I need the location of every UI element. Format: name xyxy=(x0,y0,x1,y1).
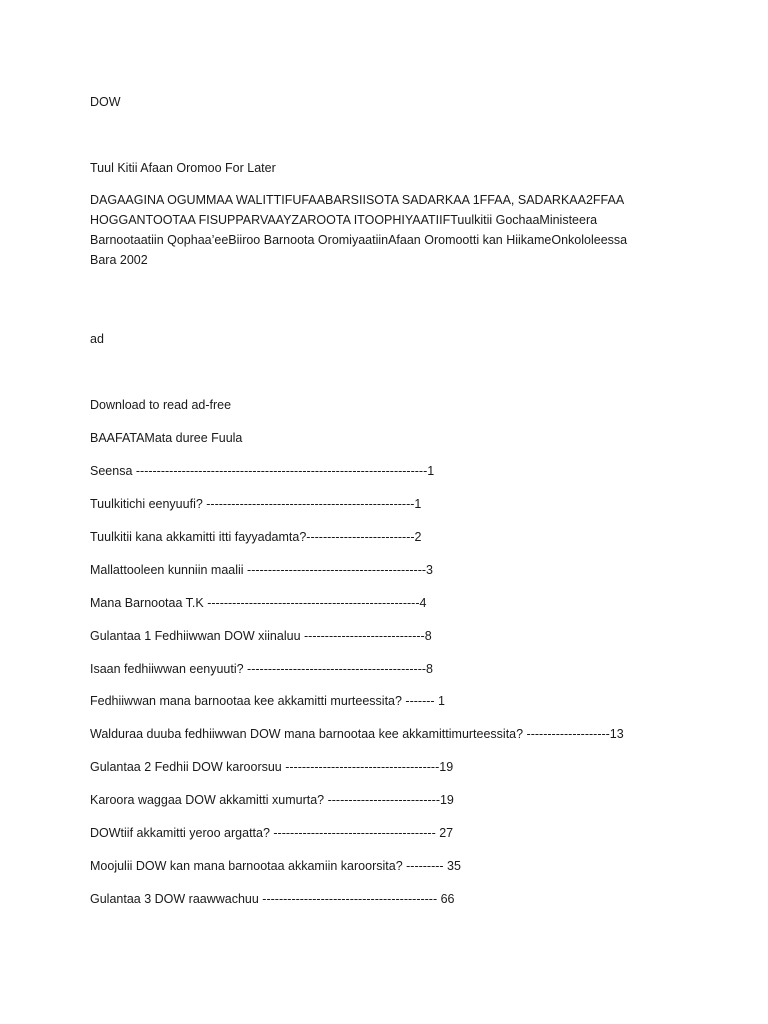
toc-heading: BAAFATAMata duree Fuula xyxy=(90,431,243,445)
document-title: Tuul Kitii Afaan Oromoo For Later xyxy=(90,161,276,175)
toc-item: Gulantaa 2 Fedhii DOW karoorsuu -------------------------------------19 xyxy=(90,760,454,774)
toc-item: Isaan fedhiiwwan eenyuuti? -------------------------------------------8 xyxy=(90,662,433,676)
toc-item: Mallattooleen kunniin maalii -------------------------------------------3 xyxy=(90,563,433,577)
toc-item: DOWtiif akkamitti yeroo argatta? --------------------------------------- 27 xyxy=(90,826,454,840)
download-ad-free-link[interactable]: Download to read ad-free xyxy=(90,398,232,412)
ad-label: ad xyxy=(90,332,104,346)
toc-item: Fedhiiwwan mana barnootaa kee akkamitti murteessita? ------- 1 xyxy=(90,694,445,708)
document-label: DOW xyxy=(90,95,121,109)
toc-item: Walduraa duuba fedhiiwwan DOW mana barnootaa kee akkamittimurteessita? --------------------13 xyxy=(90,727,624,741)
toc-item: Gulantaa 3 DOW raawwachuu ------------------------------------------ 66 xyxy=(90,892,455,906)
toc-item: Tuulkitichi eenyuufi? --------------------------------------------------1 xyxy=(90,497,422,511)
document-intro: DAGAAGINA OGUMMAA WALITTIFUFAABARSIISOTA SADARKAA 1FFAA, SADARKAA2FFAA HOGGANTOOTAA FISUPPARVAAYZAROOTA ITOOPHIYAATIIFTuulkitii GochaaMinisteera Barnootaatiin Qophaa’eeBiiroo Barnoota OromiyaatiinAfaan Oromootti kan HiikameOnkololeessa Bara 2002 xyxy=(90,193,628,267)
toc-item: Gulantaa 1 Fedhiiwwan DOW xiinaluu -----------------------------8 xyxy=(90,629,432,643)
toc-item: Seensa ----------------------------------------------------------------------1 xyxy=(90,464,435,478)
toc-item: Tuulkitii kana akkamitti itti fayyadamta?--------------------------2 xyxy=(90,530,422,544)
toc-item: Karoora waggaa DOW akkamitti xumurta? ---------------------------19 xyxy=(90,793,454,807)
toc-item: Mana Barnootaa T.K ---------------------------------------------------4 xyxy=(90,596,427,610)
toc-item: Moojulii DOW kan mana barnootaa akkamiin karoorsita? --------- 35 xyxy=(90,859,461,873)
